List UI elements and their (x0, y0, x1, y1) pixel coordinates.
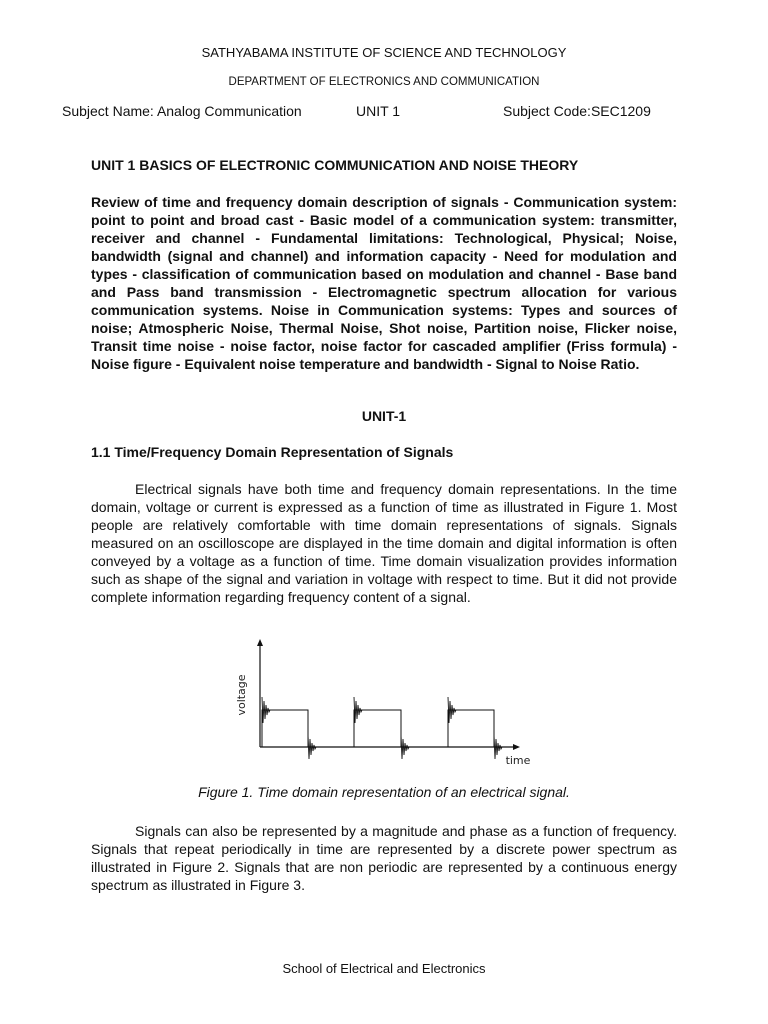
unit-label: UNIT-1 (361, 408, 407, 424)
subject-code: Subject Code:SEC1209 (503, 103, 651, 119)
ringing-rising-1 (262, 697, 270, 723)
ringing-falling-2 (401, 735, 409, 759)
ringing-falling-1 (308, 735, 316, 759)
institute-name: SATHYABAMA INSTITUTE OF SCIENCE AND TECHNOLOGY (201, 45, 567, 60)
figure-caption: Figure 1. Time domain representation of an electrical signal. (198, 784, 570, 800)
page-footer: School of Electrical and Electronics (282, 961, 486, 976)
body-paragraph-1-text: Electrical signals have both time and frequency domain representations. In the time domain, voltage or current is expressed as a function of time as illustrated in Figure 1. Most people are relatively comfortable with time domain representations of signals. Signals measured on an oscilloscope are displayed in the time domain and digital information is often conveyed by a voltage as a function of time. Time domain visualization provides information such as shape of the signal and variation in voltage with respect to time. But it did not provide complete information regarding frequency content of a signal. (91, 481, 677, 605)
department-name: DEPARTMENT OF ELECTRONICS AND COMMUNICATION (228, 76, 540, 88)
syllabus-paragraph: Review of time and frequency domain description of signals - Communication system: point to point and broad cast - Basic model of a communication system: transmitter, receiver and channel - Fundamental limitations: Technological, Physical; Noise, bandwidth (signal and channel) and information capacity - Need for modulation and types - classification of communication based on modulation and channel - Base band and Pass band transmission - Electromagnetic spectrum allocation for various communication systems. Noise in Communication systems: Types and sources of noise; Atmospheric Noise, Thermal Noise, Shot noise, Partition noise, Flicker noise, Transit time noise - noise factor, noise factor for cascaded amplifier (Friss formula) -Noise figure - Equivalent noise temperature and bandwidth - Signal to Noise Ratio. (91, 194, 677, 372)
section-heading: 1.1 Time/Frequency Domain Representation of Signals (91, 444, 454, 460)
time-domain-figure (228, 635, 538, 770)
y-axis-arrow (257, 639, 263, 646)
body-paragraph-1 (91, 480, 677, 606)
subject-unit: UNIT 1 (356, 103, 401, 119)
x-axis-label: time (505, 754, 531, 767)
ringing-falling-3 (494, 735, 502, 759)
body-paragraph-2 (91, 822, 677, 894)
body-paragraph-2-text: Signals can also be represented by a magnitude and phase as a function of frequency. Signals that repeat periodically in time are represented by a discrete power spectrum as illustrated in Figure 2. Signals that are non periodic are represented by a continuous energy spectrum as illustrated in Figure 3. (91, 823, 677, 893)
subject-name: Subject Name: Analog Communication (62, 103, 302, 119)
unit-heading: UNIT 1 BASICS OF ELECTRONIC COMMUNICATION AND NOISE THEORY (91, 157, 579, 173)
ringing-rising-3 (448, 697, 456, 723)
signal-waveform (260, 710, 516, 747)
y-axis-label: voltage (235, 674, 248, 716)
ringing-rising-2 (354, 697, 362, 723)
